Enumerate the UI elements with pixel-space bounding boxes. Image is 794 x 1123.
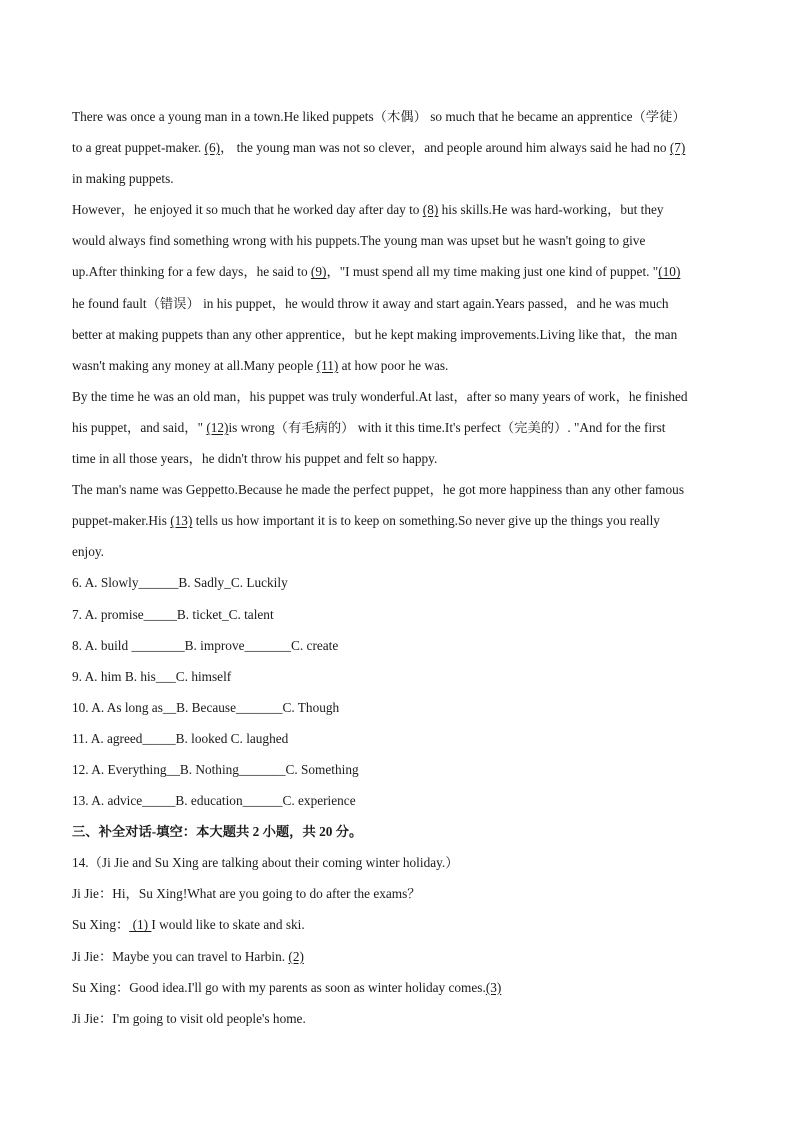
option-line-11: 11. A. agreed_____B. looked C. laughed [72, 730, 289, 746]
blank-11: (11) [316, 357, 339, 373]
dialogue-line-3: Ji Jie：Maybe you can travel to Harbin. (2) [72, 948, 304, 964]
passage-line-10: By the time he was an old man，his puppet was truly wonderful.At last，after so many years of work，he finished [72, 388, 688, 404]
dialogue-intro: 14.（Ji Jie and Su Xing are talking about their coming winter holiday.） [72, 855, 459, 871]
passage-line-6: up.After thinking for a few days，he said to (9)，"I must spend all my time making just one kind of puppet. "(10) [72, 264, 681, 280]
option-line-7: 7. A. promise_____B. ticket_C. talent [72, 606, 274, 622]
passage-line-13: The man's name was Geppetto.Because he made the perfect puppet，he got more happiness than any other famous [72, 482, 685, 498]
dialogue-line-2: Su Xing： (1) I would like to skate and ski. [72, 917, 305, 933]
blank-12: (12) [206, 419, 229, 435]
dialogue-blank-1: (1) [129, 917, 152, 933]
passage-line-11: his puppet，and said，" (12)is wrong（有毛病的） with it this time.It's perfect（完美的）. "And for the first [72, 419, 666, 435]
section-heading: 三、补全对话-填空：本大题共 2 小题，共 20 分。 [72, 824, 363, 840]
option-line-8: 8. A. build ________B. improve_______C. create [72, 637, 339, 653]
passage-line-7: he found fault（错误） in his puppet，he would throw it away and start again.Years passed，and he was much [72, 295, 669, 311]
blank-6: (6) [204, 140, 221, 156]
passage-line-8: better at making puppets than any other apprentice，but he kept making improvements.Living like that，the man [72, 326, 678, 342]
option-line-13: 13. A. advice_____B. education______C. experience [72, 793, 356, 809]
passage-line-1: There was once a young man in a town.He liked puppets（木偶） so much that he became an apprentice（学徒） [72, 109, 686, 124]
passage-line-15: enjoy. [72, 544, 105, 560]
blank-7: (7) [669, 140, 686, 156]
passage-line-14: puppet-maker.His (13) tells us how important it is to keep on something.So never give up the things you really [72, 513, 660, 529]
dialogue-line-4: Su Xing：Good idea.I'll go with my parents as soon as winter holiday comes.(3) [72, 979, 502, 995]
blank-13: (13) [170, 513, 193, 529]
passage-line-3: in making puppets. [72, 171, 174, 187]
document-body [72, 101, 722, 1034]
dialogue-blank-3: (3) [485, 979, 502, 995]
option-line-10: 10. A. As long as__B. Because_______C. Though [72, 699, 340, 715]
passage-line-12: time in all those years，he didn't throw his puppet and felt so happy. [72, 451, 438, 467]
blank-10: (10) [658, 264, 681, 280]
blank-9: (9) [310, 264, 327, 280]
passage-line-2: to a great puppet-maker. (6)， the young man was not so clever，and people around him always said he had no (7) [72, 140, 686, 156]
dialogue-blank-2: (2) [288, 948, 304, 964]
passage-line-9: wasn't making any money at all.Many people (11) at how poor he was. [72, 357, 449, 373]
option-line-9: 9. A. him B. his___C. himself [72, 668, 232, 684]
passage-line-4: However，he enjoyed it so much that he worked day after day to (8) his skills.He was hard-working，but they [72, 202, 664, 218]
option-line-6: 6. A. Slowly______B. Sadly_C. Luckily [72, 575, 288, 591]
dialogue-line-1: Ji Jie：Hi，Su Xing!What are you going to do after the exams？ [72, 886, 421, 902]
passage-line-5: would always find something wrong with his puppets.The young man was upset but he wasn't going to give [72, 233, 646, 249]
dialogue-line-5: Ji Jie：I'm going to visit old people's home. [72, 1010, 306, 1026]
blank-8: (8) [422, 202, 439, 218]
option-line-12: 12. A. Everything__B. Nothing_______C. Something [72, 761, 359, 777]
